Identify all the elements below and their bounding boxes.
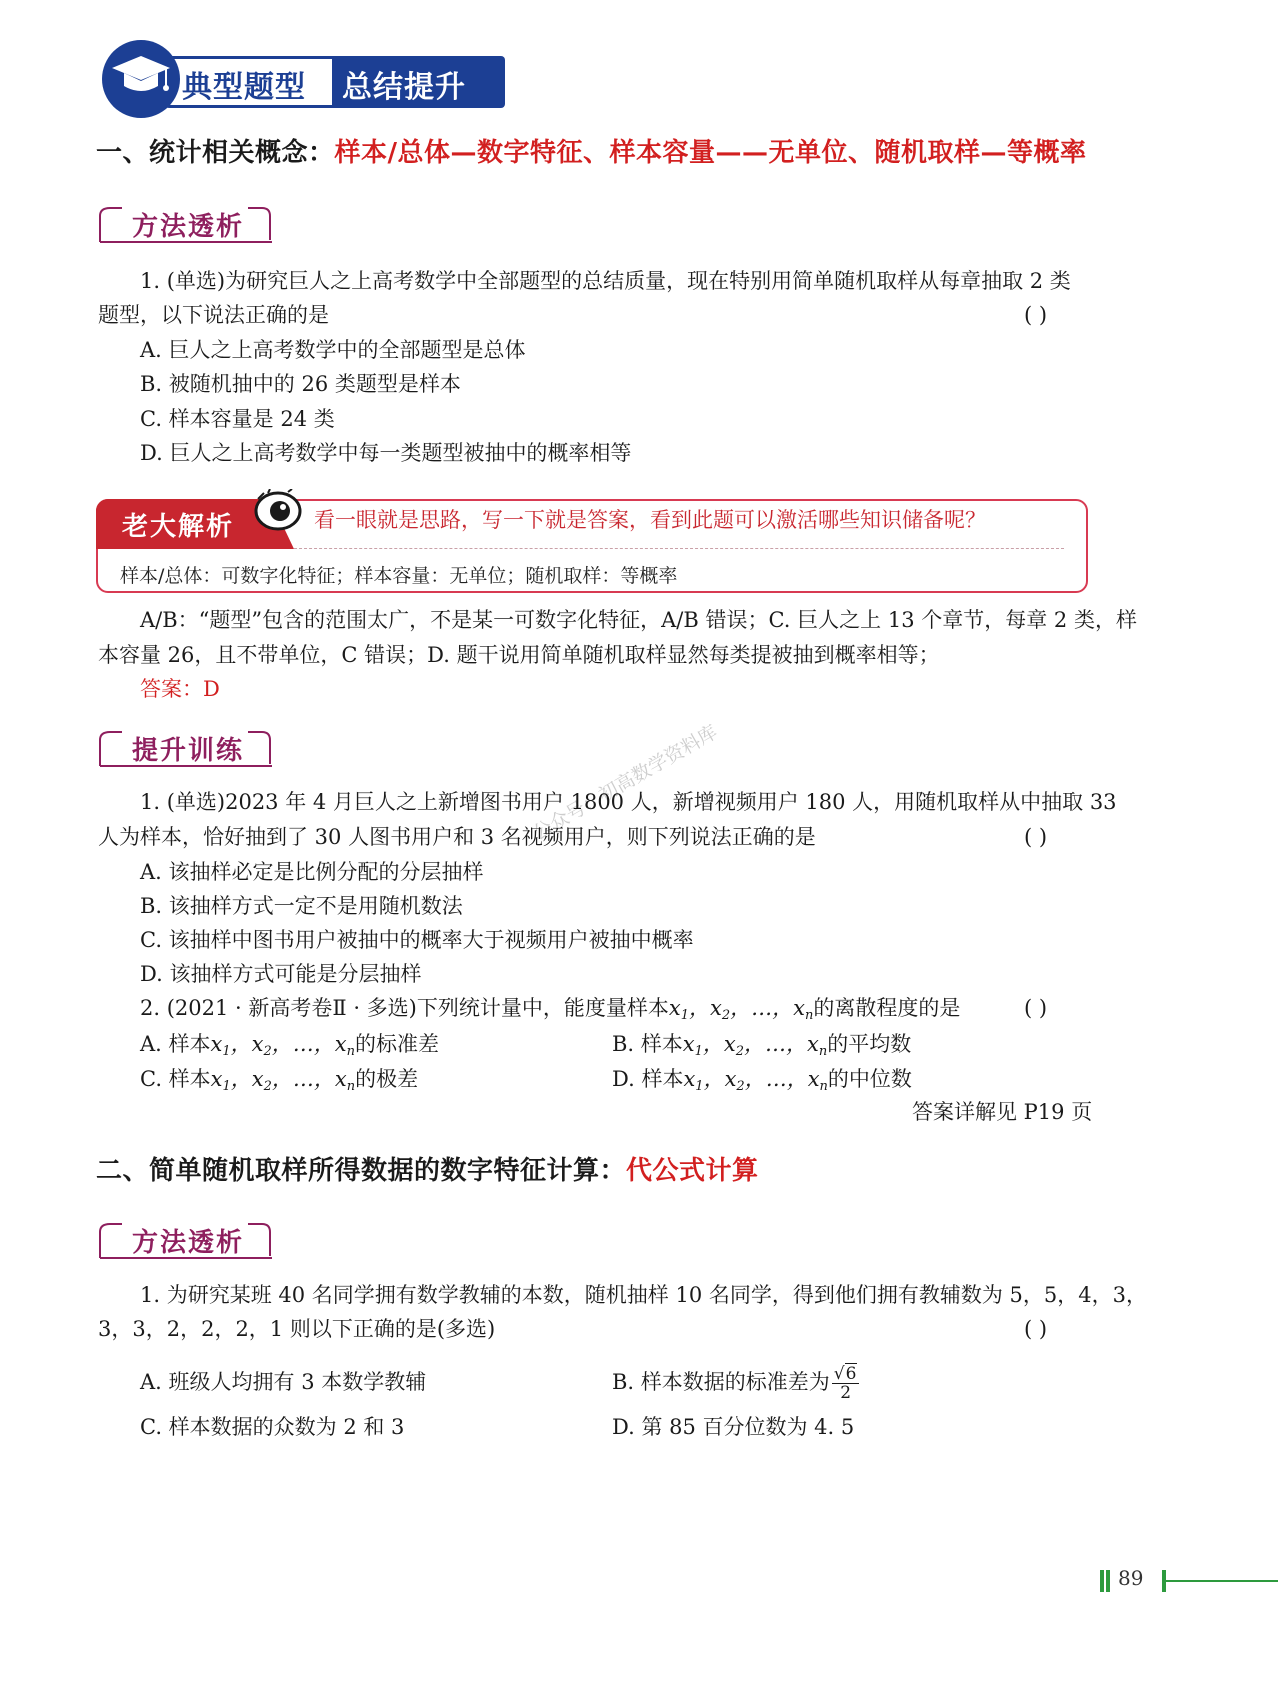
t1-option-d: D. 该抽样方式可能是分层抽样 — [140, 962, 422, 986]
t2-stem — [140, 993, 960, 1031]
footer-rule — [1166, 1580, 1278, 1582]
section-1-title-red: 样本/总体—数字特征、样本容量——无单位、随机取样—等概率 — [334, 138, 1087, 168]
banner-title-part1: 典型题型 — [182, 70, 306, 105]
analysis-box — [96, 491, 1088, 593]
sample-notation: $x_1$，$x_2$，…，$x_n$ — [210, 1067, 356, 1094]
graduation-cap-icon — [110, 50, 172, 102]
t1-option-c: C. 该抽样中图书用户被抽中的概率大于视频用户被抽中概率 — [140, 928, 694, 952]
q1-option-c: C. 样本容量是 24 类 — [140, 407, 335, 431]
q3-option-b — [612, 1355, 859, 1409]
section-2-title — [96, 1150, 759, 1187]
q3-option-d: D. 第 85 百分位数为 4. 5 — [612, 1415, 855, 1439]
q3-option-b-den: 2 — [840, 1383, 852, 1403]
tab-method-2-label: 方法透析 — [132, 1228, 245, 1258]
t1-option-a: A. 该抽样必定是比例分配的分层抽样 — [140, 860, 484, 884]
sample-notation: $x_1$，$x_2$，…，$x_n$ — [682, 1032, 828, 1059]
section-2-title-red: 代公式计算 — [626, 1156, 759, 1186]
q3-answer-paren: ( ) — [1024, 1317, 1048, 1341]
q3-option-b-text: B. 样本数据的标准差为 — [612, 1370, 830, 1394]
t1-stem-line2: 人为样本，恰好抽到了 30 人图书用户和 3 名视频用户，则下列说法正确的是 — [98, 825, 816, 849]
t2-option-d-pre: D. 样本 — [612, 1067, 684, 1091]
analysis-prompt: 看一眼就是思路，写一下就是答案，看到此题可以激活哪些知识储备呢？ — [314, 508, 986, 532]
banner-title-part2: 总结提升 — [342, 70, 466, 105]
fraction-sqrt6-over-2: $\frac{√6}{2}$ — [832, 1365, 860, 1402]
t1-option-b: B. 该抽样方式一定不是用随机数法 — [140, 894, 463, 918]
sample-notation: $x_1$，$x_2$，…，$x_n$ — [210, 1032, 355, 1059]
analysis-keypoints: 样本/总体：可数字化特征；样本容量：无单位；随机取样：等概率 — [120, 565, 678, 587]
tab-method-analysis-2 — [96, 1218, 276, 1260]
q3-option-a: A. 班级人均拥有 3 本数学教辅 — [140, 1370, 427, 1394]
t2-answer-paren: ( ) — [1024, 996, 1048, 1020]
q1-option-b: B. 被随机抽中的 26 类题型是样本 — [140, 372, 461, 396]
tab-training-label: 提升训练 — [132, 736, 245, 766]
q1-option-d: D. 巨人之上高考数学中每一类题型被抽中的概率相等 — [140, 441, 632, 465]
eye-icon — [254, 489, 306, 531]
sample-notation: $x_1$，$x_2$，…，$x_n$ — [683, 1067, 828, 1094]
q1-stem-line1: 1. (单选)为研究巨人之上高考数学中全部题型的总结质量，现在特别用简单随机取样从每章抽取 2 类 — [140, 269, 1071, 293]
q3-option-b-num: 6 — [845, 1364, 857, 1384]
t1-stem-line1: 1. (单选)2023 年 4 月巨人之上新增图书用户 1800 人，新增视频用户 180 人，用随机取样从中抽取 33 — [140, 790, 1117, 814]
q1-option-a: A. 巨人之上高考数学中的全部题型是总体 — [140, 338, 526, 362]
analysis-explain-line2: 本容量 26，且不带单位，C 错误；D. 题干说用简单随机取样显然每类提被抽到概率相等； — [98, 643, 940, 667]
q1-answer-paren: ( ) — [1024, 303, 1048, 327]
t2-stem-b: 的离散程度的是 — [813, 996, 961, 1020]
t2-option-a-post: 的标准差 — [355, 1032, 439, 1056]
t2-option-a-pre: A. 样本 — [140, 1032, 211, 1056]
q3-option-c: C. 样本数据的众数为 2 和 3 — [140, 1415, 405, 1439]
footer-bar-left-2 — [1106, 1570, 1110, 1592]
watermark: 公众号：初高数学资料库 — [529, 721, 722, 845]
t1-answer-paren: ( ) — [1024, 825, 1048, 849]
t2-option-c-pre: C. 样本 — [140, 1067, 211, 1091]
t2-option-a — [140, 1029, 439, 1067]
q3-stem-line2: 3，3，2，2，2，1 则以下正确的是(多选) — [98, 1317, 496, 1341]
t2-option-b — [612, 1029, 911, 1067]
t2-option-b-pre: B. 样本 — [612, 1032, 683, 1056]
analysis-explain-line1: A/B：“题型”包含的范围太广，不是某一可数字化特征，A/B 错误；C. 巨人之上 13 个章节，每章 2 类，样 — [140, 608, 1137, 632]
t2-option-b-post: 的平均数 — [827, 1032, 912, 1056]
header-banner — [100, 28, 510, 120]
tab-method-label: 方法透析 — [132, 212, 245, 242]
tab-method-analysis — [96, 202, 276, 244]
section-2-title-black: 二、简单随机取样所得数据的数字特征计算： — [96, 1156, 627, 1186]
section-1-title — [96, 132, 1087, 169]
section-1-title-black: 一、统计相关概念： — [96, 138, 335, 168]
t2-option-d — [612, 1064, 912, 1102]
t2-stem-a: 2. (2021 · 新高考卷Ⅱ · 多选)下列统计量中，能度量样本 — [140, 996, 669, 1020]
t2-option-c-post: 的极差 — [355, 1067, 419, 1091]
footer-bar-left — [1100, 1570, 1104, 1592]
answer-reference: 答案详解见 P19 页 — [912, 1100, 1093, 1124]
analysis-tag-label: 老大解析 — [122, 512, 235, 542]
q1-stem-line2: 题型，以下说法正确的是 — [98, 303, 329, 327]
q3-stem-line1: 1. 为研究某班 40 名同学拥有数学教辅的本数，随机抽样 10 名同学，得到他们拥有教辅数为 5，5，4，3， — [140, 1283, 1147, 1307]
q1-answer: 答案：D — [140, 677, 220, 701]
sample-notation: $x_1$，$x_2$，…，$x_n$ — [668, 996, 814, 1023]
t2-option-c — [140, 1064, 418, 1102]
t2-option-d-post: 的中位数 — [827, 1067, 912, 1091]
tab-training — [96, 726, 276, 768]
page-number: 89 — [1118, 1566, 1144, 1590]
analysis-divider — [294, 548, 1064, 549]
